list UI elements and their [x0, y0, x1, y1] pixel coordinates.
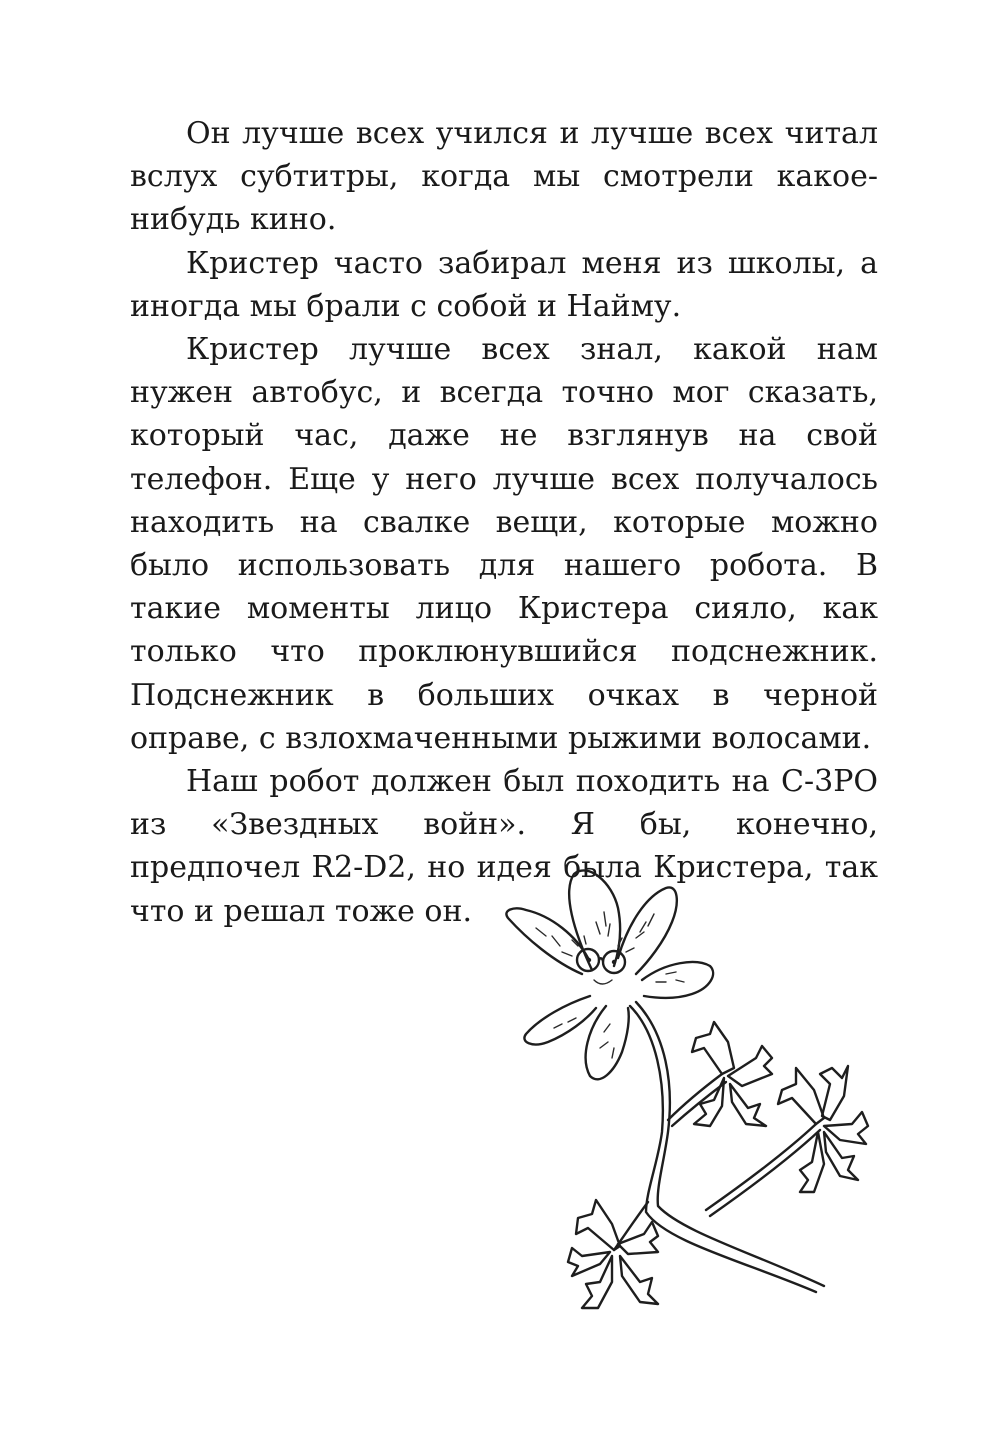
stem-main-inner — [636, 1002, 824, 1286]
body-text — [130, 112, 878, 933]
eye-right — [612, 960, 616, 964]
petal-left — [506, 908, 588, 974]
glasses-bridge — [599, 958, 603, 961]
leaf-lower — [568, 1200, 658, 1308]
paragraph-2: Кристер часто забирал меня из школы, а иногда мы брали с собой и Найму. — [130, 245, 878, 324]
stem-branch-right — [706, 1124, 816, 1210]
paragraph-4: Наш робот должен был походить на С-3РО из «Звездных войн». Я бы, конечно, предпочел R2-D2, но идея была Кристера, так что и решал тоже он. — [130, 764, 878, 929]
flower-with-glasses-icon — [496, 862, 896, 1332]
smile — [594, 980, 612, 984]
petal-top-right — [618, 887, 677, 974]
petal-bottom-left-2 — [524, 996, 596, 1044]
paragraph-3: Кристер лучше всех знал, какой нам нужен автобус, и всегда точно мог сказать, который час, даже не взглянув на свой телефон. Еще у него лучше всех получалось находить на свалке вещи, которые можно было использовать для нашего робота. В такие моменты лицо Кристера сияло, как только что проклюнувшийся подснежник. Подснежник в больших очках в черной оправе, с взлохмаченными рыжими волосами. — [130, 332, 878, 756]
leaf-upper — [692, 1022, 772, 1126]
flower-illustration-svg — [496, 862, 896, 1332]
petal-top — [569, 870, 620, 970]
leaf-right — [778, 1066, 868, 1192]
eye-left — [587, 958, 591, 962]
paragraph-1: Он лучше всех учился и лучше всех читал вслух субтитры, когда мы смотрели какое-нибудь кино. — [130, 116, 878, 238]
stem-branch-upper — [668, 1074, 722, 1120]
